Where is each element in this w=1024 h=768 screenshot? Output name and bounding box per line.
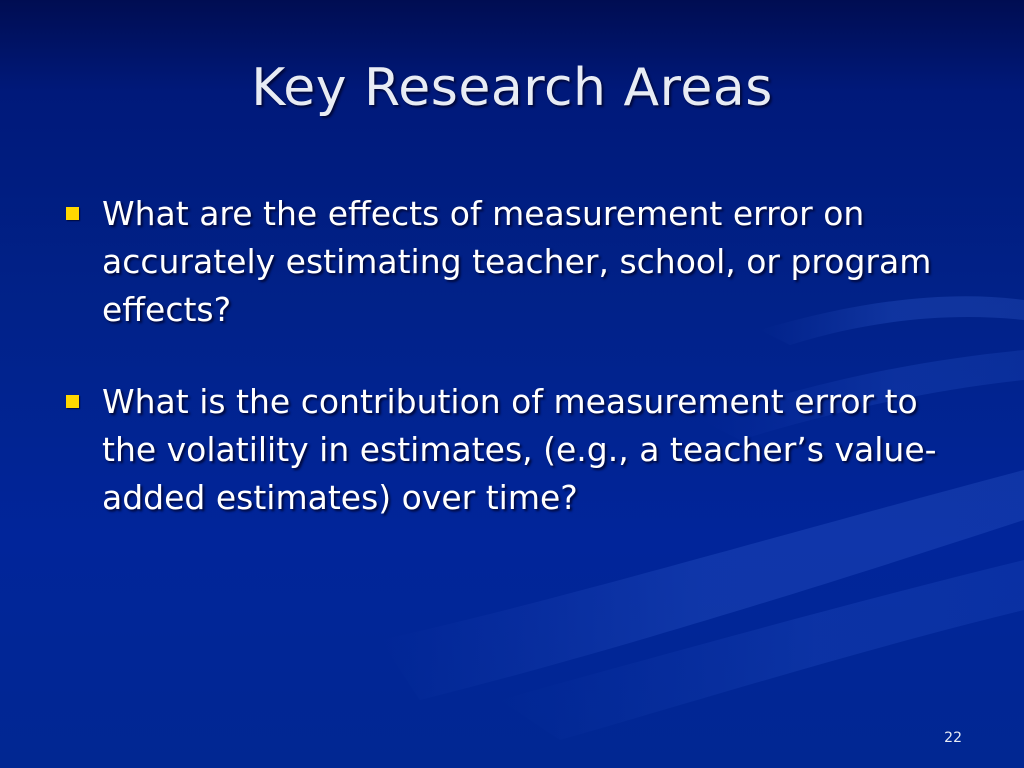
- bullet-list: [62, 190, 972, 566]
- slide-number: 22: [944, 730, 962, 746]
- bullet-text: What is the contribution of measurement error to the volatility in estimates, (e.g., a teacher’s value-added estimates) over time?: [102, 382, 937, 517]
- square-bullet-icon: [66, 207, 79, 220]
- bullet-text: What are the effects of measurement error on accurately estimating teacher, school, or program effects?: [102, 194, 932, 329]
- bullet-item: [62, 190, 972, 334]
- square-bullet-icon: [66, 395, 79, 408]
- slide-title: Key Research Areas: [251, 58, 773, 118]
- bullet-item: [62, 378, 972, 522]
